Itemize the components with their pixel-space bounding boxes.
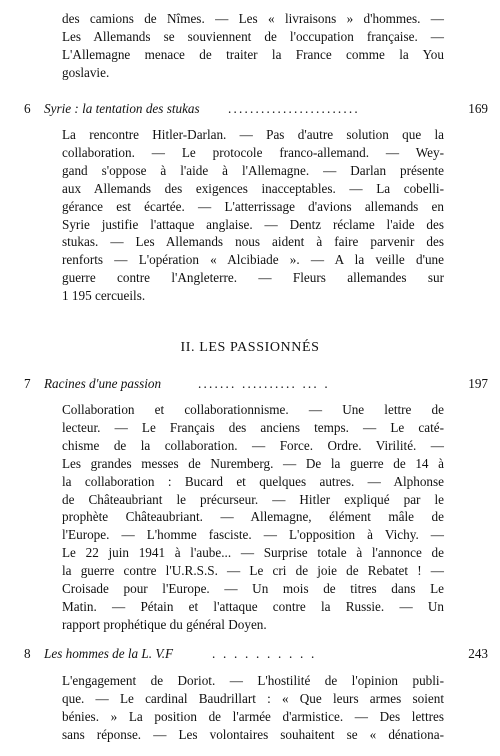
toc-entry-chapter-7 [0, 374, 500, 394]
summary-line: prophète Châteaubriant. — Allemagne, élément mâle de [62, 509, 444, 525]
summary-line: que. — Le cardinal Baudrillart : « Que leurs armes soient [62, 690, 444, 706]
summary-line: aux Allemands des exigences inacceptables. — La cobelli- [62, 180, 444, 196]
summary-line: des camions de Nîmes. — Les « livraisons » d'hommes. — [62, 11, 444, 26]
summary-line: goslavie. [62, 64, 110, 80]
summary-line: renforts — L'opération « Alcibiade ». — A la veille d'une [62, 252, 444, 268]
summary-line: bénies. » La position de l'armée d'armistice. — Des lettres [62, 708, 444, 724]
summary-line: L'engagement de Doriot. — L'hostilité de l'opinion publi- [62, 673, 444, 688]
dot-leader: . . . . . . . . . . [212, 646, 317, 661]
summary-line: Collaboration et collaborationnisme. — Une lettre de [62, 402, 444, 417]
summary-line: Syrie justifie l'attaque anglaise. — Dentz réclame l'aide des [62, 216, 444, 232]
chapter-8-summary [62, 672, 444, 744]
toc-entry-chapter-6 [0, 99, 500, 119]
page-number: 243 [468, 646, 488, 661]
summary-line: l'Europe. — L'homme fasciste. — L'opposition à Vichy. — [62, 527, 444, 543]
summary-line: Croisade pour l'Europe. — Un mois de titres dans Le [62, 581, 444, 597]
summary-line: Les Allemands se souviennent de l'occupation française. — [62, 28, 444, 44]
summary-line: chisme de la collaboration. — Force. Ordre. Virilité. — [62, 437, 444, 453]
chapter-number: 6 [24, 101, 31, 116]
summary-line: rapport prophétique du général Doyen. [62, 616, 267, 632]
summary-line: gand s'oppose à l'aide à l'Allemagne. — Darlan présente [62, 162, 444, 178]
summary-line: Le 22 juin 1941 à l'aube... — Surprise totale à l'annonce de [62, 545, 444, 561]
chapter-number: 7 [24, 376, 31, 391]
page-number: 169 [468, 101, 488, 116]
summary-line: 1 195 cercueils. [62, 288, 146, 304]
dot-leader: ........................ [228, 101, 360, 116]
chapter-7-summary [62, 401, 444, 634]
part-heading: II. LES PASSIONNÉS [180, 340, 320, 355]
summary-line: Matin. — Pétain et l'attaque contre la Russie. — Un [62, 598, 444, 614]
summary-line: la guerre contre l'U.R.S.S. — Le cri de joie de Rebatet ! — [62, 563, 444, 579]
chapter-title: Syrie : la tentation des stukas [44, 101, 200, 116]
summary-line: guerre contre l'Angleterre. — Fleurs allemandes sur [62, 270, 444, 286]
summary-line: la collaboration : Bucard et quelques autres. — Alphonse [62, 473, 444, 489]
summary-line: La rencontre Hitler-Darlan. — Pas d'autre solution que la [62, 127, 444, 142]
chapter-title: Les hommes de la L. V.F [44, 646, 174, 661]
summary-line: lecteur. — Le Français des anciens temps. — Le caté- [62, 419, 444, 435]
toc-entry-chapter-8 [0, 644, 500, 664]
summary-line: sans réponse. — Les volontaires souhaitent se « dénationa- [62, 726, 444, 742]
summary-line: L'Allemagne menace de traiter la France comme la You [62, 46, 444, 62]
chapter-5-summary-end [62, 10, 444, 82]
summary-line: stukas. — Les Allemands nous aident à faire parvenir des [62, 234, 444, 250]
summary-line: collaboration. — Le protocole franco-allemand. — Wey- [62, 144, 444, 160]
chapter-6-summary [62, 126, 444, 305]
chapter-title: Racines d'une passion [44, 376, 162, 391]
dot-leader: ....... .......... ... . [198, 376, 330, 391]
summary-line: Les grandes messes de Nuremberg. — De la guerre de 14 à [62, 455, 444, 471]
summary-line: de Châteaubriant le précurseur. — Hitler expliqué par le [62, 491, 444, 507]
chapter-number: 8 [24, 646, 31, 661]
summary-line: gérance est écartée. — L'atterrissage d'avions allemands en [62, 198, 444, 214]
page-number: 197 [468, 376, 488, 391]
